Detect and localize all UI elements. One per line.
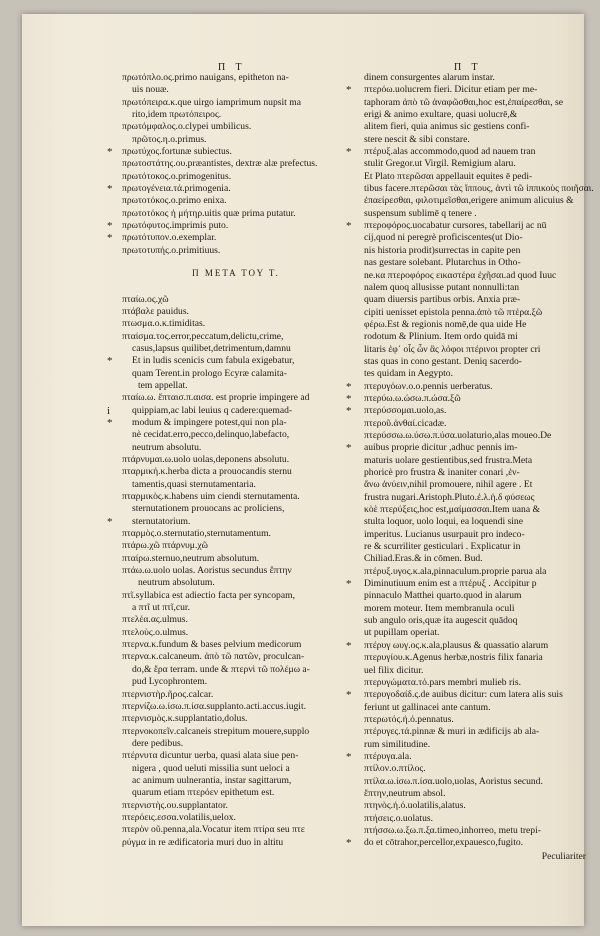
text-line — [122, 540, 350, 552]
text-line — [364, 504, 592, 516]
line-text: πτεροφόρος.uocabatur cursores, tabellarij ac nū — [364, 220, 547, 232]
text-line — [122, 676, 350, 688]
line-text: πταίω.ος.χῶ — [122, 293, 169, 305]
text-line — [122, 590, 350, 602]
text-line — [364, 158, 592, 170]
margin-mark: * — [346, 837, 352, 850]
line-text: πτίλα.ω.ίσω.π.ίσα.uolo,uolas, Aoristus secund. — [364, 775, 543, 787]
text-line — [364, 183, 592, 195]
line-text: πρωτόπειρα.κ.que uirgo iamprimum nupsit ma — [122, 96, 301, 108]
margin-mark: * — [346, 750, 352, 763]
page-header-right: Π Τ — [454, 62, 482, 73]
text-line — [346, 380, 592, 393]
text-line — [122, 84, 350, 96]
line-text: ac animum uulnerantia, instar sagittarum, — [132, 774, 292, 786]
line-text: πρωτότοκος.ο.primogenitus. — [122, 170, 232, 182]
text-line — [364, 195, 592, 207]
line-text: πτερνιστὴς.ου.supplantator. — [122, 799, 228, 811]
text-line — [364, 97, 592, 109]
line-text: tes quidam in Aegypto. — [364, 368, 453, 380]
text-line — [364, 294, 592, 306]
line-text: πτηνὸς.ή.ό.uolatilis,alatus. — [364, 800, 466, 812]
line-text: neutrum absolutum. — [138, 577, 215, 589]
line-text: stulit Gregor.ut Virgil. Remigium alaru. — [364, 158, 516, 170]
text-line — [122, 651, 350, 663]
left-column — [107, 72, 350, 849]
line-text: frustra nugari.Aristoph.Pluto.ἐ.λ.ἡ.δ φύσεως — [364, 491, 535, 503]
line-text: cipiti uenisset epistola penna.ἀπὸ τῶ πτέρα.ξῶ — [364, 306, 543, 318]
line-text: πρωτόφυτος.imprimis puto. — [122, 220, 229, 232]
line-text: tibus facere.πτερῶσαι τὰς ἵππους, ἀντὶ τῶ ἱππικοὺς ποιῆσαι. — [364, 183, 594, 195]
line-text: πτάω.ω.uolo uolas. Aoristus secundus ἔπτην — [122, 565, 292, 577]
text-line — [346, 146, 592, 159]
text-line — [122, 380, 350, 392]
line-text: πτάρνυμαι.ω.uolo uolas,deponens absolutu. — [122, 453, 290, 465]
line-text: πτέρυξ.υγος.κ.ala,pinnaculum.proprie parua ala — [364, 565, 547, 577]
text-line — [364, 307, 592, 319]
line-text: πρωτύχος.fortunæ subiectus. — [122, 146, 232, 158]
margin-mark: * — [346, 442, 352, 455]
line-text: πταρμική.κ.herba dicta a prouocandis sternu — [122, 466, 292, 478]
margin-mark: * — [346, 380, 352, 393]
text-line — [122, 664, 350, 676]
line-text: erigi & animo exultare, quasi uolucrē,& — [364, 109, 518, 121]
text-line — [122, 503, 350, 515]
text-line — [122, 442, 350, 454]
text-line — [122, 171, 350, 183]
line-text: πτεροῦ.ἀνθαί.cicadæ. — [364, 417, 447, 429]
text-line — [122, 195, 350, 207]
text-line — [122, 466, 350, 478]
line-text: πτῖ.syllabica est adiectio facta per syncopam, — [122, 589, 295, 601]
line-text: nalem quoq allusisse putant nonnulli:tan — [364, 281, 520, 293]
text-line — [107, 416, 350, 429]
text-line — [364, 331, 592, 343]
text-line — [122, 109, 350, 121]
text-line — [122, 245, 350, 257]
text-line — [364, 541, 592, 553]
text-line — [122, 787, 350, 799]
line-text: πτέρυγες.τά.pinnæ & muri in ædificijs ab ala- — [364, 726, 540, 738]
line-text: ἔπτην,neutrum absol. — [364, 787, 446, 799]
text-line — [364, 319, 592, 331]
text-line — [364, 627, 592, 639]
text-line — [122, 479, 350, 491]
margin-mark: * — [107, 220, 113, 233]
text-line — [346, 220, 592, 233]
line-text: πτερωτός.ή.ό.pennatus. — [364, 713, 454, 725]
text-line — [122, 738, 350, 750]
margin-mark: * — [346, 146, 352, 159]
line-text: suspensum sublimē q tenere . — [364, 207, 477, 219]
line-text: casus,lapsus quilibet,detrimentum,damnu — [132, 342, 291, 354]
line-text: maturis uolare gestientibus,sed frustra.Meta — [364, 454, 533, 466]
text-line — [122, 750, 350, 762]
text-line — [346, 837, 592, 850]
text-line — [364, 763, 592, 775]
line-text: quam Terent.in prologo Ecyræ calamita- — [132, 367, 287, 379]
line-text: litaris ἐφ᾿ οἷς ὧν ἃς λόφοι πτέρινοι propter cri — [364, 343, 541, 355]
line-text: πρωτότυπον.ο.exemplar. — [122, 232, 217, 244]
text-line — [122, 368, 350, 380]
margin-mark: i — [107, 404, 111, 417]
text-line — [122, 491, 350, 503]
margin-mark: * — [346, 578, 352, 591]
text-line — [346, 750, 592, 763]
line-text: πτερόεις.εσσα.volatilis,uelox. — [122, 811, 236, 823]
page-header-left: Π Τ — [218, 62, 246, 73]
line-text: πτελέα.ας.ulmus. — [122, 614, 188, 626]
text-line — [346, 639, 592, 652]
margin-mark: * — [107, 146, 113, 159]
text-line — [364, 566, 592, 578]
line-text: πτελοὺς.ο.ulmus. — [122, 626, 189, 638]
line-text: a πτῖ ut πτῖ,cur. — [132, 602, 190, 614]
text-line — [364, 813, 592, 825]
line-text: uel filix dicitur. — [364, 664, 424, 676]
margin-mark: * — [107, 183, 113, 196]
line-text: πτίλον.ο.πτίλος. — [364, 763, 426, 775]
line-text: rito,idem πρωτόπειρος. — [132, 109, 222, 121]
margin-mark: * — [346, 689, 352, 702]
text-line — [122, 812, 350, 824]
line-text: stere nescit & sibi constare. — [364, 133, 470, 145]
margin-mark: * — [346, 392, 352, 405]
text-line — [364, 270, 592, 282]
line-text: πρωτογένεια.τά.primogenia. — [122, 183, 231, 195]
line-text: do,& ἔρα terram. unde & πτερνὶ τῶ πολέμω a- — [132, 663, 310, 675]
text-line — [364, 121, 592, 133]
line-text: πτερυγώματα.τό.pars membri mulieb ris. — [364, 676, 521, 688]
line-text: πτερυγίου.κ.Agenus herbæ,nostris filix fanaria — [364, 652, 543, 664]
line-text: πταίσμα.τος.error,peccatum,delictu,crime, — [122, 330, 284, 342]
text-line — [346, 392, 592, 405]
line-text: κὸὲ πτερύξεις,hoc est,μαίμασσαι.Item uana & — [364, 504, 540, 516]
text-line — [107, 183, 350, 196]
line-text: πρωτόπλο.ος.primo nauigans, epitheton na- — [122, 72, 289, 83]
line-text: tamentis,quasi sternutamentaria. — [132, 478, 256, 490]
line-text: morem moteur. Item membranula oculi — [364, 602, 515, 614]
text-line — [364, 171, 592, 183]
text-line — [364, 245, 592, 257]
line-text: sternutationem prouocans ac proliciens, — [132, 503, 285, 515]
text-line — [122, 121, 350, 133]
line-text: imperitus. Lucianus usurpauit pro indeco- — [364, 528, 525, 540]
line-text: Et Plato πτερῶσαι appellauit equites ē pedi- — [364, 170, 533, 182]
margin-mark: * — [346, 220, 352, 233]
line-text: πτερνιστὴρ.ῆρος.calcar. — [122, 688, 214, 700]
text-line — [364, 109, 592, 121]
text-line — [364, 702, 592, 714]
line-text: φέρω.Est & regionis nomē,de qua uide He — [364, 318, 527, 330]
text-line — [122, 763, 350, 775]
margin-mark: * — [107, 232, 113, 245]
line-text: πτερνα.κ.fundum & bases pelvium medicorum — [122, 639, 302, 651]
text-line — [364, 603, 592, 615]
line-text: Chiliad.Eras.& in cōmen. Bud. — [364, 553, 483, 565]
line-text: nis historia prodit)surrectas in capite pen — [364, 244, 521, 256]
line-text: dere pedibus. — [132, 737, 184, 749]
line-text: πτέρνυτα dicuntur uerba, quasi alata siue pen- — [122, 750, 299, 762]
text-line — [122, 158, 350, 170]
line-text: cij,quod ni peregrè proficiscentes(ut Dio- — [364, 232, 523, 244]
line-text: πρωτοτόκος.ο.primo enixa. — [122, 195, 227, 207]
text-line — [364, 652, 592, 664]
text-line — [107, 220, 350, 233]
text-line — [364, 776, 592, 788]
line-text: πτερύω.ω.ώσω.π.ώσα.ξῶ — [364, 392, 461, 404]
text-line — [122, 392, 350, 404]
text-line — [122, 614, 350, 626]
line-text: sternutatorium. — [132, 515, 191, 527]
line-text: πρωτοστάτης.ου.præantistes, dextræ alæ prefectus. — [122, 158, 318, 170]
line-text: stulta loquor, uolo loqui, ea loquendi sine — [364, 516, 523, 528]
line-text: πταίρω.sternuo,neutrum absolutum. — [122, 552, 260, 564]
text-line — [122, 72, 350, 84]
margin-mark: * — [346, 84, 352, 97]
text-line — [364, 356, 592, 368]
line-text: πταρμὸς.ο.sternutatio,sternutamentum. — [122, 528, 271, 540]
line-text: taphoram ἀπὸ τῶ ἀναφῶσθαι,hoc est,ἐπαίρεσθαι, se — [364, 96, 564, 108]
line-text: feriunt ut gallinacei ante cantum. — [364, 701, 491, 713]
catchword: Peculiariter — [541, 851, 586, 863]
text-line — [122, 343, 350, 355]
line-text: stas quas in cono gestant. Deniq sacerdo- — [364, 355, 522, 367]
text-line — [122, 627, 350, 639]
text-line — [122, 97, 350, 109]
line-text: πτερυγόων.ο.ο.pennis uerberatus. — [364, 380, 493, 392]
text-line — [346, 405, 592, 418]
line-text: πτερυγοδαίδ.ς.de auibus dicitur: cum latera alis suis — [364, 689, 563, 701]
text-line — [364, 590, 592, 602]
text-line — [364, 257, 592, 269]
text-line — [364, 800, 592, 812]
line-text: alitem fieri, quia animus sic gestiens confi- — [364, 121, 530, 133]
line-text: πταρμικὸς.κ.habens uim ciendi sternutamenta. — [122, 491, 300, 502]
text-line — [346, 578, 592, 591]
text-line — [107, 355, 350, 368]
text-line — [122, 577, 350, 589]
text-line — [364, 529, 592, 541]
text-line — [364, 714, 592, 726]
text-line — [346, 689, 592, 702]
text-line — [364, 455, 592, 467]
line-text: Π ΜΕΤΑ ΤΟΥ Τ. — [192, 268, 280, 279]
line-text: quarum etiam πτερόεν epithetum est. — [132, 787, 275, 799]
text-line — [364, 788, 592, 800]
line-text: πτερνίζω.ω.ίσω.π.ίσα.supplanto.acti.accus.iugit. — [122, 700, 307, 712]
line-text: ἄνω ἀνύειν,nihil promouere, nihil agere . Et — [364, 479, 533, 491]
text-line — [346, 84, 592, 97]
line-text: πτερνισμὸς.κ.supplantatio,dolus. — [122, 713, 248, 725]
text-line — [364, 72, 592, 84]
line-text: Et in ludis scenicis cum fabula exigebatur, — [132, 355, 295, 367]
margin-mark: * — [107, 515, 113, 528]
line-text: neutrum absolutu. — [132, 441, 202, 453]
margin-mark: * — [346, 639, 352, 652]
line-text: πρωτοτυπής.ο.primitiuus. — [122, 244, 221, 256]
line-text: πτερὸν οῦ.penna,ala.Vocatur item πτίρα seu πτε — [122, 824, 305, 836]
line-text: πτερύσσομαι.uolo,as. — [364, 405, 447, 417]
line-text: nas gestare solebant. Plutarchus in Otho- — [364, 257, 521, 269]
line-text: dinem consurgentes alarum instar. — [364, 72, 495, 83]
line-text: πτάβαλε pauidus. — [122, 305, 189, 317]
text-line — [122, 331, 350, 343]
text-line — [122, 824, 350, 836]
line-text: πτερόω.uolucrem fieri. Dicitur etiam per me- — [364, 84, 538, 96]
line-text: ἐπαείρεσθαι, φιλοτιμεῖσθαι,erigere animum alicuius & — [364, 195, 574, 207]
text-line — [364, 553, 592, 565]
text-line — [364, 282, 592, 294]
line-text: quam diuersis partibus orbis. Anxia præ- — [364, 294, 521, 306]
line-text: πρωτοτόκος ἡ μήτηρ.uitis quæ prima putatur. — [122, 207, 296, 219]
line-text: πτέρυξ.alas accommodo,quod ad nauem tran — [364, 146, 536, 158]
text-line — [364, 368, 592, 380]
text-line — [122, 713, 350, 725]
text-line — [122, 565, 350, 577]
line-text: ρύγμα in re ædificatoria muri duo in altitu — [122, 836, 284, 848]
line-text: πτέρυγ ωυγ.ος.κ.ala,plausus & quassatio alarum — [364, 639, 549, 651]
book-page — [22, 14, 594, 926]
text-line — [364, 430, 592, 442]
text-line — [107, 404, 350, 417]
line-text: auibus proprie dicitur ,adhuc pennis im- — [364, 442, 518, 454]
text-line — [122, 454, 350, 466]
line-text: re & scurriliter gesticulari . Explicatur in — [364, 541, 521, 553]
line-text: pud Lycophrontem. — [132, 676, 208, 688]
text-line — [122, 134, 350, 146]
text-line — [122, 689, 350, 701]
text-line — [364, 516, 592, 528]
line-text: do et cōtrahor,percellor,expauesco,fugito. — [364, 837, 524, 849]
text-line — [107, 232, 350, 245]
line-text: tem appellat. — [138, 379, 188, 391]
line-text: modum & impingere potest,qui non pla- — [132, 416, 287, 428]
text-line — [364, 344, 592, 356]
text-line — [122, 528, 350, 540]
text-line — [364, 479, 592, 491]
text-line — [364, 134, 592, 146]
line-text: πτερνοκοπεῖν.calcaneis strepitum mouere,supplo — [122, 725, 310, 737]
text-line — [122, 294, 350, 306]
text-line — [122, 775, 350, 787]
text-line — [122, 318, 350, 330]
text-line — [364, 677, 592, 689]
text-line — [122, 429, 350, 441]
line-text: pinnaculo Matthei quarto.quod in alarum — [364, 590, 522, 602]
text-line — [122, 602, 350, 614]
line-text: Diminutiuum enim est a πτέρυξ . Accipitur p — [364, 578, 537, 590]
line-text: nigera , quod ueluti missilia sunt ueloci a — [132, 762, 290, 774]
text-line — [122, 208, 350, 220]
text-line — [122, 553, 350, 565]
line-text: phoricè pro frustra & inaniter conari ,ἐν- — [364, 467, 520, 478]
line-text: πτερύσσω.ω.ύσω.π.ύσα.uolaturio,alas moueo.De — [364, 429, 552, 441]
line-text: quippiam,ac labi leuius q cadere:quemad- — [132, 404, 293, 416]
line-text: πταίω.ω. ἔπταισ.π.αισα. est proprie impingere ad — [122, 392, 310, 404]
line-text: πρῶτος.η.ο.primus. — [132, 133, 207, 145]
text-line — [364, 418, 592, 430]
line-text: πτήσεις.ο.uolatus. — [364, 812, 434, 824]
line-text: nè cecidat.erro,pecco,delinquo,labefacto, — [132, 429, 290, 441]
text-line — [364, 726, 592, 738]
line-text: πτωσμα.ο.κ.timiditas. — [122, 318, 206, 330]
text-line — [122, 306, 350, 318]
text-line — [107, 146, 350, 159]
text-line — [107, 515, 350, 528]
text-line — [364, 232, 592, 244]
text-line — [122, 726, 350, 738]
line-text: rum similitudine. — [364, 738, 431, 750]
line-text: ut pupillam operiat. — [364, 627, 440, 639]
text-line — [346, 442, 592, 455]
line-text: πρωτόμφαλος.ο.clypei umbilicus. — [122, 121, 252, 133]
line-text: sub angulo oris,quæ ita augescit quādoq — [364, 615, 518, 627]
line-text: πτερνα.κ.calcaneum. ἀπὸ τῶ πατῶν, proculcan- — [122, 651, 305, 663]
text-line — [364, 739, 592, 751]
text-line — [364, 208, 592, 220]
line-text: uis nouæ. — [132, 84, 169, 96]
text-line — [364, 615, 592, 627]
text-line — [364, 665, 592, 677]
margin-mark: * — [107, 416, 113, 429]
line-text: rodotum & Plinium. Item ordo quidā mi — [364, 331, 518, 343]
line-text: ne.κα πτεροφόρος εικαστέρα ἐχῆσαι.ad quod Iuuc — [364, 269, 557, 281]
line-text: πτέρυγα.ala. — [364, 750, 412, 762]
text-line — [122, 701, 350, 713]
line-text: πτήσσω.ω.ξω.π.ξα.timeo,inhorreo, metu trepi- — [364, 824, 541, 836]
margin-mark: * — [346, 405, 352, 418]
text-line — [122, 837, 350, 849]
section-title — [122, 257, 350, 293]
line-text: πτάρω.χῶ πτάρνυμ.χῶ — [122, 540, 208, 552]
right-column — [346, 72, 594, 863]
text-line — [364, 467, 592, 479]
text-line — [122, 800, 350, 812]
text-line — [364, 825, 592, 837]
text-line — [364, 492, 592, 504]
margin-mark: * — [107, 355, 113, 368]
text-line — [122, 639, 350, 651]
